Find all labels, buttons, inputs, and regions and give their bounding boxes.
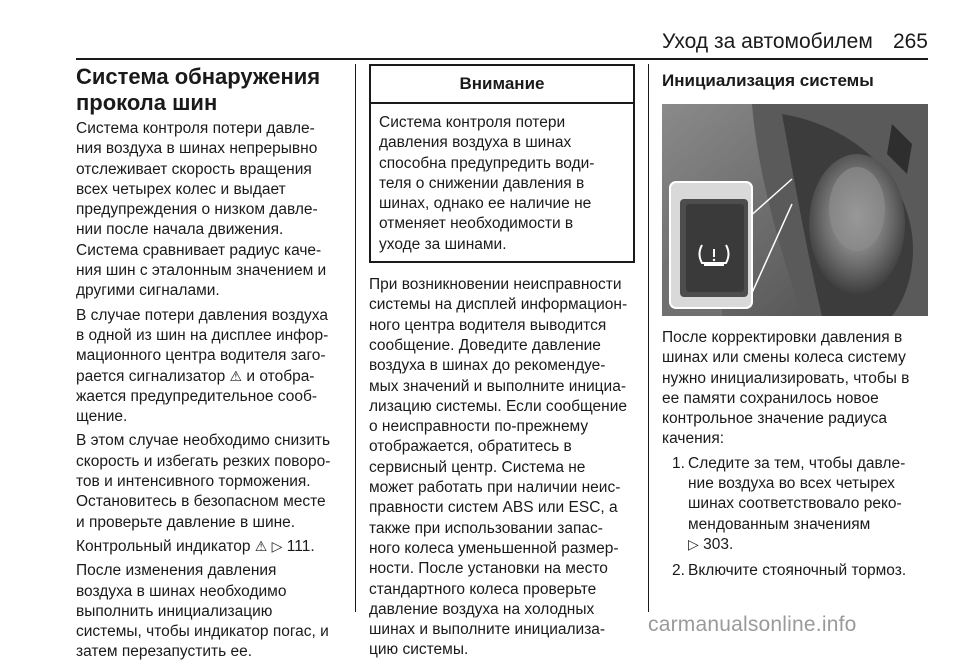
text-line: системы, чтобы индикатор погас, и (76, 623, 329, 641)
text-line: предупреждения о низком давле- (76, 201, 318, 219)
text-line: цию системы. (369, 641, 469, 659)
text-line: нужно инициализировать, чтобы в (662, 369, 910, 387)
text-line: уходе за шинами. (379, 235, 507, 253)
text-line: В случае потери давления воздуха (76, 306, 329, 324)
indicator-reference: Контрольный индикатор ⚠ ▷ 111. (76, 537, 315, 555)
text-line: шинах и выполните инициализа- (369, 621, 606, 639)
text-line: контрольное значение радиуса (662, 410, 888, 428)
column-divider (355, 64, 356, 612)
warning-text (371, 104, 633, 261)
text-line: шинах, однако ее наличие не (379, 195, 592, 213)
list-item (662, 454, 928, 555)
center-console-illustration (662, 104, 928, 316)
text-line: лизацию системы. Если сообщение (369, 397, 628, 415)
page-reference-link[interactable]: 111. (286, 537, 315, 555)
initialization-paragraph (662, 328, 928, 450)
section-title (76, 64, 344, 116)
text-line: мационного центра водителя заго- (76, 347, 326, 365)
text-line: тов и интенсивного торможения. (76, 473, 311, 491)
warning-title: Внимание (371, 66, 633, 104)
text-line: сервисный центр. Система не (369, 458, 586, 476)
text-line: ния воздуха в шинах непрерывно (76, 140, 318, 158)
text-line: Система сравнивает радиус каче- (76, 241, 322, 259)
text-line: Система контроля потери (379, 114, 566, 131)
text-line: в одной из шин на дисплее инфор- (76, 326, 329, 344)
text-line: ния шин с эталонным значением и (76, 262, 327, 280)
action-paragraph (76, 431, 344, 532)
title-line: прокола шин (76, 90, 218, 115)
text-line: затем перезапустить ее. (76, 643, 253, 661)
page-header (0, 0, 960, 62)
text-line: ного колеса уменьшенной размер- (369, 539, 619, 557)
watermark: carmanualsonline.info (648, 613, 857, 636)
text-line: После изменения давления (76, 562, 277, 580)
text-line: рается сигнализатор ⚠ и отобра- (76, 367, 315, 385)
header-title: Уход за автомобилем (662, 30, 873, 53)
text-line: ее памяти сохранилось новое (662, 389, 879, 407)
steps-list (662, 454, 928, 582)
page-reference-arrow-icon: ▷ (688, 536, 699, 553)
text-line: отображается, обратитесь в (369, 438, 572, 456)
text-line: воздуха в шинах до рекомендуе- (369, 357, 606, 375)
text-line: другими сигналами. (76, 282, 220, 300)
page-reference-arrow-icon: ▷ (271, 538, 283, 555)
middle-column (369, 64, 635, 665)
text-line: скорость и избегать резких поворо- (76, 452, 331, 470)
malfunction-paragraph (369, 275, 635, 661)
text-line: Остановитесь в безопасном месте (76, 493, 326, 511)
text-line: Следите за тем, чтобы давле- (688, 454, 906, 472)
text-line: правности систем ABS или ESC, а (369, 499, 618, 517)
text-line: Система контроля потери давле- (76, 120, 315, 137)
text-line: стандартного колеса проверьте (369, 580, 597, 598)
text-line: ного центра водителя выводится (369, 316, 607, 334)
text-line: о неисправности по-прежнему (369, 418, 589, 436)
pressure-loss-paragraph (76, 306, 344, 428)
text-line: ние воздуха во всех четырех (688, 475, 895, 493)
reinit-paragraph (76, 561, 344, 662)
text-line: Включите стояночный тормоз. (688, 562, 907, 580)
text-line: ности. После установки на место (369, 560, 608, 578)
list-item (662, 561, 928, 581)
title-line: Система обнаружения (76, 64, 321, 89)
text-line: качения: (662, 430, 725, 448)
text-line: способна предупредить води- (379, 154, 595, 172)
text-line: отслеживает скорость вращения (76, 160, 312, 178)
text-line: выполнить инициализацию (76, 602, 273, 620)
text-line: и проверьте давление в шине. (76, 513, 296, 531)
text-line: отменяет необходимости в (379, 215, 574, 233)
header-rule (76, 58, 928, 60)
column-divider (648, 64, 649, 612)
text-line: может работать при наличии неис- (369, 479, 621, 497)
text-line: системы на дисплей информацион- (369, 296, 628, 314)
console-photo (662, 104, 928, 316)
page-reference-link[interactable]: 303. (703, 535, 734, 553)
text-line: При возникновении неисправности (369, 276, 622, 294)
text-line: сообщение. Доведите давление (369, 336, 601, 354)
tpms-warning-icon: ⚠ (229, 368, 243, 385)
warning-box (369, 64, 635, 263)
text-line: воздуха в шинах необходимо (76, 582, 287, 600)
text-line: жается предупредительное сооб- (76, 387, 318, 405)
right-column (662, 64, 928, 588)
text-line: давления воздуха в шинах (379, 134, 572, 152)
text-line: шинах соответствовало реко- (688, 495, 902, 513)
page-number: 265 (892, 30, 928, 53)
text-line: нии после начала движения. (76, 221, 284, 239)
text-line: В этом случае необходимо снизить (76, 432, 331, 450)
text-line: мых значений и выполните инициа- (369, 377, 626, 395)
text-line: шинах или смены колеса систему (662, 349, 906, 367)
subsection-title: Инициализация системы (662, 71, 874, 90)
tpms-warning-icon: ⚠ (254, 538, 268, 555)
step-number: 1. (672, 454, 685, 472)
text-line: давление воздуха на холодных (369, 600, 595, 618)
text-line: мендованным значениям (688, 515, 871, 533)
text-line: После корректировки давления в (662, 329, 903, 346)
left-column (76, 64, 344, 667)
text-line: также при использовании запас- (369, 519, 603, 537)
step-number: 2. (672, 562, 685, 580)
intro-paragraph (76, 119, 344, 302)
text-line: всех четырех колес и выдает (76, 180, 286, 198)
text-line: теля о снижении давления в (379, 174, 585, 192)
text-line: щение. (76, 408, 128, 426)
